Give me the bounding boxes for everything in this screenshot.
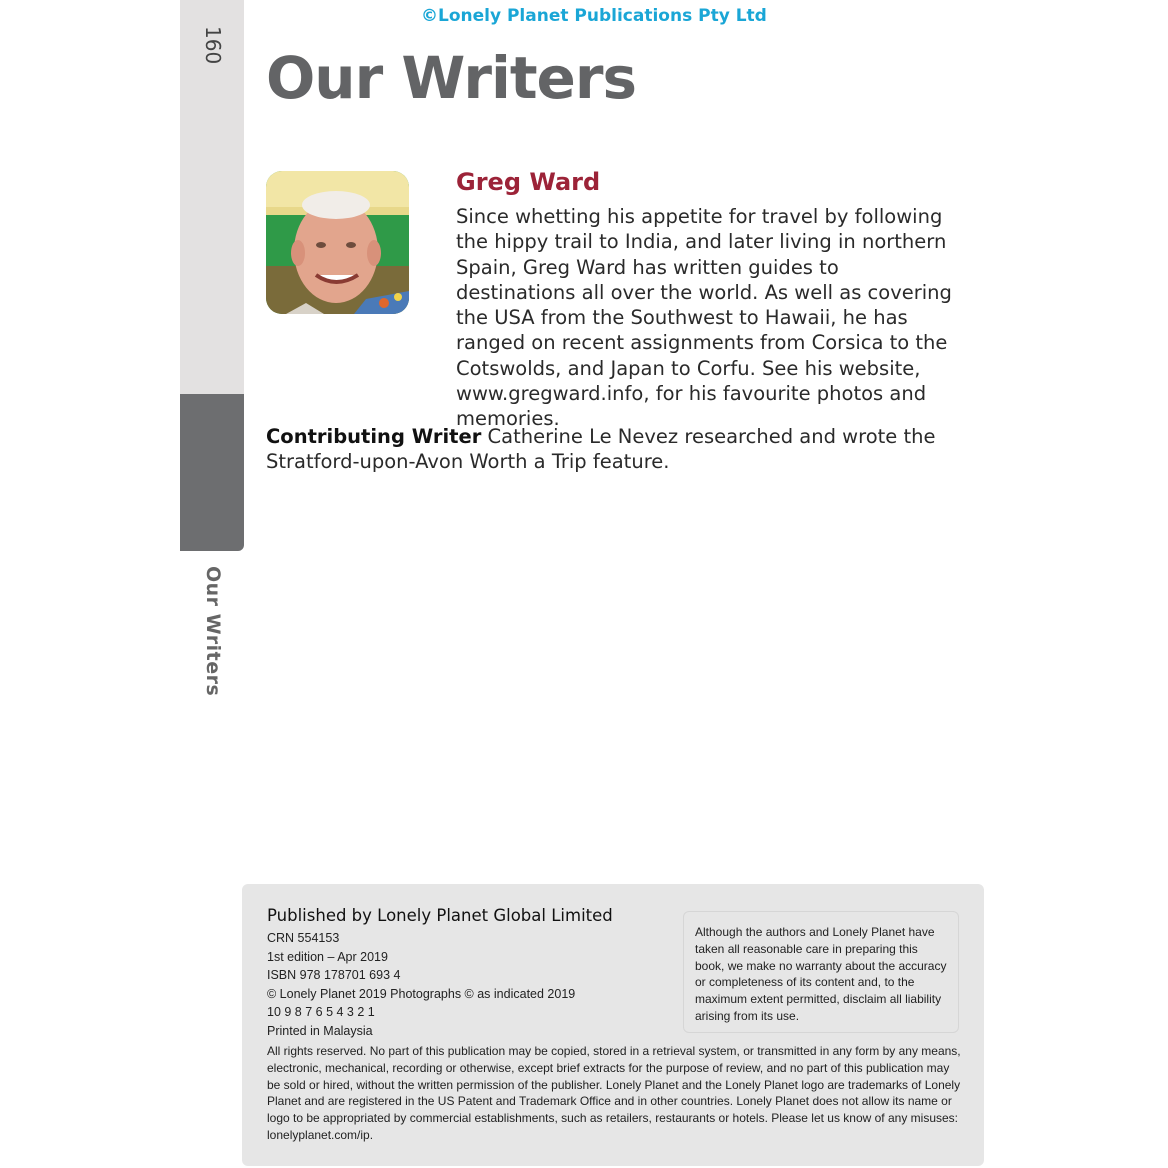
imprint-edition: 1st edition – Apr 2019 [267, 949, 388, 964]
disclaimer-box: Although the authors and Lonely Planet have taken all reasonable care in preparing this book, we make no warranty about the accuracy or completeness of its content and, to the maximum extent permitted, disclaim all liability arising from its use. [683, 911, 959, 1033]
author-portrait-image [266, 171, 409, 314]
contributing-writer [266, 424, 956, 475]
imprint-isbn: ISBN 978 178701 693 4 [267, 968, 401, 983]
author-portrait [266, 171, 409, 314]
imprint-details [267, 929, 575, 1041]
imprint-crn: CRN 554153 [267, 931, 340, 945]
side-tab-dark [180, 394, 244, 551]
contributing-label: Contributing Writer [266, 425, 482, 448]
imprint-copyright: © Lonely Planet 2019 Photographs © as indicated 2019 [267, 986, 576, 1001]
imprint-print-run: 10 9 8 7 6 5 4 3 2 1 [267, 1005, 375, 1020]
rights-statement: All rights reserved. No part of this publication may be copied, stored in a retrieval system, or transmitted in any form by any means, electronic, mechanical, recording or otherwise, except brief extracts for the purpose of review, and no part of this publication may be sold or hired, without the written permission of the publisher. Lonely Planet and the Lonely Planet logo are trademarks of Lonely Planet and are registered in the US Patent and Trademark Office and in other countries. Lonely Planet does not allow its name or logo to be appropriated by commercial establishments, such as retailers, restaurants or hotels. Please let us know of any misuses: lonelyplanet.com/ip. [267, 1044, 961, 1142]
side-section-title: Our Writers [202, 566, 224, 697]
publisher-line: Published by Lonely Planet Global Limited [267, 906, 613, 925]
contributing-text: Catherine Le Nevez researched and wrote the Stratford-upon-Avon Worth a Trip feature. [266, 425, 936, 474]
copyright-banner: ©Lonely Planet Publications Pty Ltd [421, 6, 767, 26]
imprint-printed-in: Printed in Malaysia [267, 1023, 373, 1038]
author-name: Greg Ward [456, 168, 601, 196]
author-bio: Since whetting his appetite for travel by following the hippy trail to India, and later living in northern Spain, Greg Ward has written guides to destinations all over the world. As well as covering the USA from the Southwest to Hawaii, he has ranged on recent assignments from Corsica to the Cotswolds, and Japan to Corfu. See his website, www.gregward.info, for his favourite photos and memories. [456, 205, 952, 431]
page-number: 160 [201, 26, 225, 65]
page-title: Our Writers [266, 44, 637, 112]
